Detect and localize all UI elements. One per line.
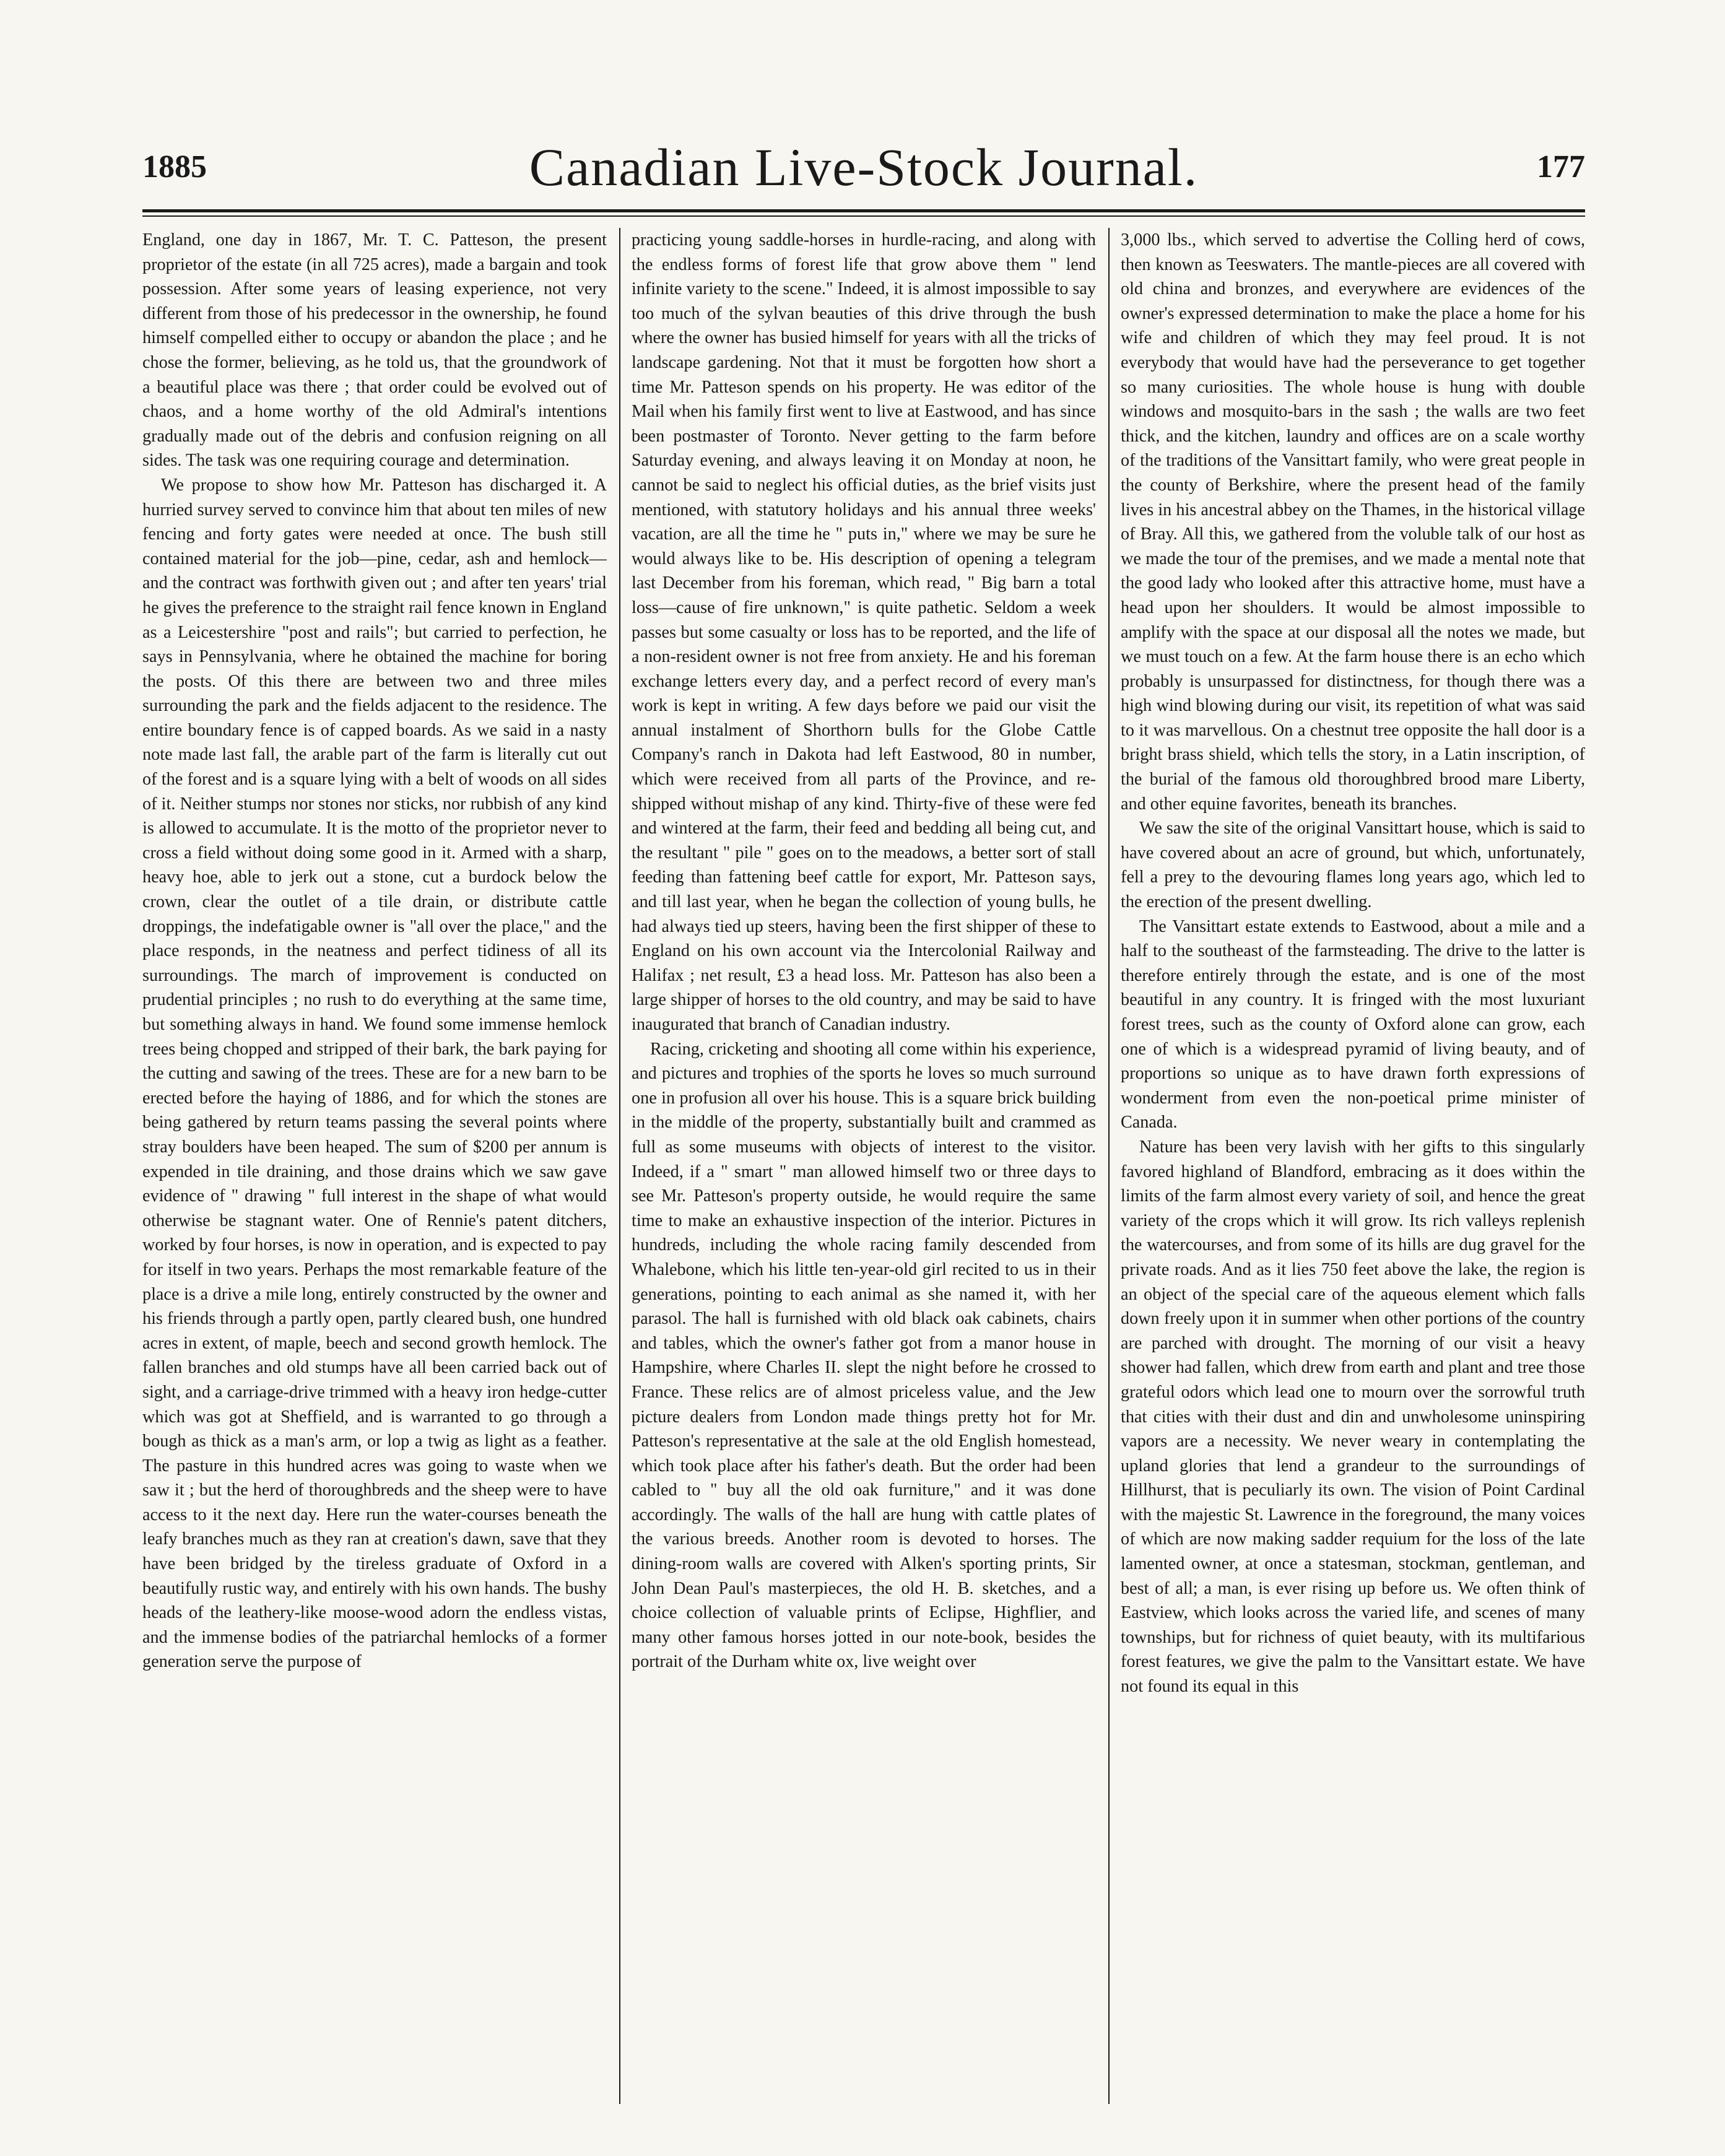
- header-rule-thick: [142, 209, 1585, 212]
- article-columns: [142, 228, 1585, 2104]
- paragraph: 3,000 lbs., which served to advertise the Colling herd of cows, then known as Teeswaters. The mantle-pieces are all covered with old china and bronzes, and everywhere are evidences of the owner's expressed determination to make the place a home for his wife and children of which they may feel proud. It is not everybody that would have had the perseverance to get together so many curiosities. The whole house is hung with double windows and mosquito-bars in the sash ; the walls are two feet thick, and the kitchen, laundry and offices are on a scale worthy of the traditions of the Vansittart family, who were great people in the county of Berkshire, where the present head of the family lives in his ancestral abbey on the Thames, in the historical village of Bray. All this, we gathered from the voluble talk of our host as we made the tour of the premises, and we made a mental note that the good lady who looked after this attractive home, must have a head upon her shoulders. It would be almost impossible to amplify with the space at our disposal all the notes we made, but we must touch on a few. At the farm house there is an echo which probably is unsurpassed for distinctness, for though there was a high wind blowing during our visit, its repetition of what was said to it was marvellous. On a chestnut tree opposite the hall door is a bright brass shield, which tells the story, in a Latin inscription, of the burial of the famous old thoroughbred brood mare Liberty, and other equine favorites, beneath its branches.: [1121, 230, 1585, 814]
- journal-title: Canadian Live-Stock Journal.: [529, 137, 1199, 197]
- masthead: [142, 136, 1585, 198]
- paragraph: Nature has been very lavish with her gifts to this singularly favored highland of Blandford, embracing as it does within the limits of the farm almost every variety of soil, and hence the great variety of the crops which it will grow. Its rich valleys replenish the watercourses, and from some of its hills are dug gravel for the private roads. And as it lies 750 feet above the lake, the region is an object of the special care of the aqueous element which falls down freely upon it in summer when other portions of the country are parched with drought. The morning of our visit a heavy shower had fallen, which drew from earth and plant and tree those grateful odors which lead one to mourn over the sorrowful truth that cities with their dust and din and unwholesome uninspiring vapors are a necessity. We never weary in contemplating the upland glories that lend a grandeur to the surroundings of Hillhurst, that is peculiarly its own. The vision of Point Cardinal with the majestic St. Lawrence in the foreground, the many voices of which are now making sadder requium for the loss of the late lamented owner, at once a statesman, stockman, gentleman, and best of all; a man, is ever rising up before us. We often think of Eastview, which looks across the varied life, and scenes of many townships, but for richness of quiet beauty, with its multifarious forest features, we give the palm to the Vansittart estate. We have not found its equal in this: [1121, 1137, 1585, 1697]
- column-3: [1121, 228, 1585, 2104]
- paragraph: practicing young saddle-horses in hurdle-racing, and along with the endless forms of forest life that grow above them " lend infinite variety to the scene." Indeed, it is almost impossible to say too much of the sylvan beauties of this drive through the bush where the owner has busied himself for years with all the tricks of landscape gardening. Not that it must be forgotten how short a time Mr. Patteson spends on his property. He was editor of the Mail when his family first went to live at Eastwood, and has since been postmaster of Toronto. Never getting to the farm before Saturday evening, and always leaving it on Monday at noon, he cannot be said to neglect his official duties, as the brief visits just mentioned, with statutory holidays and his annual three weeks' vacation, are all the time he " puts in," where we may be sure he would always like to be. His description of opening a telegram last December from his foreman, which read, " Big barn a total loss—cause of fire unknown," is quite pathetic. Seldom a week passes but some casualty or loss has to be reported, and the life of a non-resident owner is not free from anxiety. He and his foreman exchange letters every day, and a perfect record of every man's work is kept in writing. A few days before we paid our visit the annual instalment of Shorthorn bulls for the Globe Cattle Company's ranch in Dakota had left Eastwood, 80 in number, which were received from all parts of the Province, and re-shipped without mishap of any kind. Thirty-five of these were fed and wintered at the farm, their feed and bedding all being cut, and the resultant " pile " goes on to the meadows, a better sort of stall feeding than fattening beef cattle for export, Mr. Patteson says, and till last year, when he began the collection of young bulls, he had always tied up steers, having been the first shipper of these to England on his own account via the Intercolonial Railway and Halifax ; net result, £3 a head loss. Mr. Patteson has also been a large shipper of horses to the old country, and may be said to have inaugurated that branch of Canadian industry.: [632, 230, 1096, 1034]
- paragraph: We propose to show how Mr. Patteson has discharged it. A hurried survey served to convince him that about ten miles of new fencing and forty gates were needed at once. The bush still contained material for the job—pine, cedar, ash and hemlock—and the contract was forthwith given out ; and after ten years' trial he gives the preference to the straight rail fence known in England as a Leicestershire "post and rails"; but carried to perfection, he says in Pennsylvania, where he obtained the machine for boring the posts. Of this there are between two and three miles surrounding the park and the fields adjacent to the residence. The entire boundary fence is of capped boards. As we said in a nasty note made last fall, the arable part of the farm is literally cut out of the forest and is a square lying with a belt of woods on all sides of it. Neither stumps nor stones nor sticks, nor rubbish of any kind is allowed to accumulate. It is the motto of the proprietor never to cross a field without doing some good in it. Armed with a sharp, heavy hoe, able to jerk out a stone, cut a burdock below the crown, clear the outlet of a tile drain, or distribute cattle droppings, the indefatigable owner is "all over the place," and the place responds, in the neatness and perfect tidiness of all its surroundings. The march of improvement is conducted on prudential principles ; no rush to do everything at the same time, but something always in hand. We found some immense hemlock trees being chopped and stripped of their bark, the bark paying for the cutting and sawing of the trees. These are for a new barn to be erected before the haying of 1886, and for which the stones are being gathered by return teams passing the several points where stray boulders have been heaped. The sum of $200 per annum is expended in tile draining, and those drains which we saw gave evidence of " drawing " full interest in the shape of what would otherwise be stagnant water. One of Rennie's patent ditchers, worked by four horses, is now in operation, and is expected to pay for itself in two years. Perhaps the most remarkable feature of the place is a drive a mile long, entirely constructed by the owner and his friends through a partly open, partly cleared bush, one hundred acres in extent, of maple, beech and second growth hemlock. The fallen branches and old stumps have all been carried back out of sight, and a carriage-drive trimmed with a heavy iron hedge-cutter which was got at Sheffield, and is warranted to go through a bough as thick as a man's arm, or lop a twig as light as a feather. The pasture in this hundred acres was going to waste when we saw it ; but the herd of thoroughbreds and the sheep were to have access to it the next day. Here run the water-courses beneath the leafy branches much as they ran at creation's dawn, save that they have been bridged by the tireless graduate of Oxford in a beautifully rustic way, and entirely with his own hands. The bushy heads of the leathery-like moose-wood adorn the endless vistas, and the immense bodies of the patriarchal hemlocks of a former generation serve the purpose of: [142, 475, 607, 1672]
- column-2: [632, 228, 1096, 2104]
- paragraph: Racing, cricketing and shooting all come within his experience, and pictures and trophies of the sports he loves so much surround one in profusion all over his house. This is a square brick building in the middle of the property, substantially built and crammed as full as some museums with objects of interest to the visitor. Indeed, if a " smart " man allowed himself two or three days to see Mr. Patteson's property outside, he would require the same time to make an exhaustive inspection of the interior. Pictures in hundreds, including the whole racing family descended from Whalebone, which his little ten-year-old girl recited to us in their generations, pointing to each animal as she named it, with her parasol. The hall is furnished with old black oak cabinets, chairs and tables, which the owner's father got from a manor house in Hampshire, where Charles II. slept the night before he crossed to France. These relics are of almost priceless value, and the Jew picture dealers from London made things pretty hot for Mr. Patteson's representative at the sale at the old English homestead, which took place after his father's death. But the order had been cabled to " buy all the old oak furniture," and it was done accordingly. The walls of the hall are hung with cattle plates of the various breeds. Another room is devoted to horses. The dining-room walls are covered with Alken's sporting prints, Sir John Dean Paul's masterpieces, the old H. B. sketches, and a choice collection of valuable prints of Eclipse, Highflier, and many other famous horses jotted in our note-book, besides the portrait of the Durham white ox, live weight over: [632, 1039, 1096, 1672]
- paragraph: The Vansittart estate extends to Eastwood, about a mile and a half to the southeast of the farmsteading. The drive to the latter is therefore entirely through the estate, and is one of the most beautiful in any country. It is fringed with the most luxuriant forest trees, such as the county of Oxford alone can grow, each one of which is a widespread pyramid of living beauty, and of proportions so unique as to have drawn forth expressions of wonderment from even the non-poetical prime minister of Canada.: [1121, 916, 1585, 1132]
- year: 1885: [142, 149, 207, 185]
- column-1: [142, 228, 607, 2104]
- column-divider: [619, 228, 620, 2104]
- paragraph: England, one day in 1867, Mr. T. C. Patteson, the present proprietor of the estate (in all 725 acres), made a bargain and took possession. After some years of leasing experience, not very different from those of his predecessor in the ownership, he found himself compelled either to occupy or abandon the place ; and he chose the former, believing, as he told us, that the groundwork of a beautiful place was there ; that order could be evolved out of chaos, and a home worthy of the old Admiral's intentions gradually made out of the debris and confusion reigning on all sides. The task was one requiring courage and determination.: [142, 230, 607, 471]
- column-divider: [1108, 228, 1110, 2104]
- paragraph: We saw the site of the original Vansittart house, which is said to have covered about an acre of ground, but which, unfortunately, fell a prey to the devouring flames long years ago, which led to the erection of the present dwelling.: [1121, 819, 1585, 912]
- header-rule-thin: [142, 215, 1585, 217]
- page: [142, 136, 1585, 2105]
- page-number: 177: [1537, 149, 1585, 185]
